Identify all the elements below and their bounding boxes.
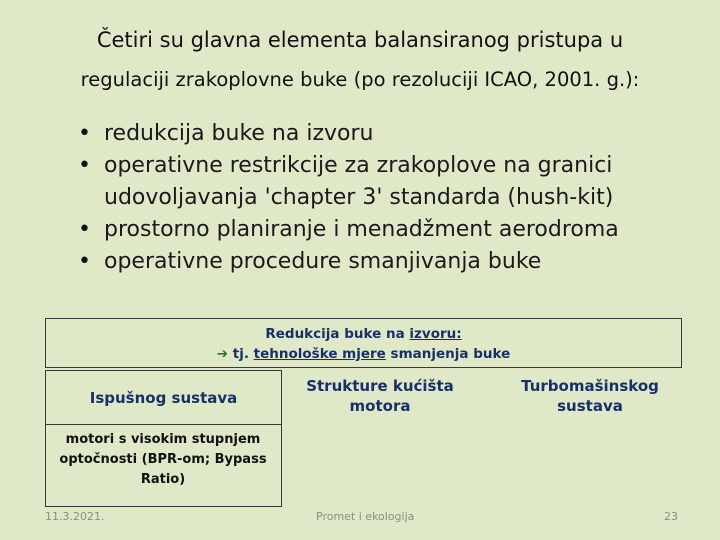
technical-measures-link[interactable]: tehnološke mjere [253,346,386,362]
technical-measures-line [46,346,681,362]
exhaust-system-box [45,370,282,507]
noise-source-box [45,318,682,368]
footer-title: Promet i ekologija [316,510,415,523]
slide-title-line1: Četiri su glavna elementa balansiranog pristupa u [96,28,624,52]
box-divider [46,424,281,425]
line2-prefix: tj. [228,346,254,362]
engine-housing-label: Strukture kućišta motora [306,377,454,415]
exhaust-system-desc: motori s visokim stupnjem optočnosti (BPR-om; Bypass Ratio) [59,432,267,487]
source-link[interactable]: izvoru: [409,326,462,342]
bullet-item: • operativne procedure smanjivanja buke [78,246,698,278]
page-number: 23 [664,510,678,523]
footer-date: 11.3.2021. [45,510,105,523]
bullet-list [78,118,698,278]
turbomachinery-label: Turbomašinskog sustava [521,377,659,415]
arrow-icon: ➔ [216,346,229,362]
bullet-item: • prostorno planiranje i menadžment aerodroma [78,214,698,246]
slide-title-line2: regulaciji zrakoplovne buke (po rezoluciji ICAO, 2001. g.): [80,68,640,91]
noise-source-heading [46,326,681,342]
line2-suffix: smanjenja buke [385,346,511,362]
exhaust-system-title: Ispušnog sustava [89,389,238,407]
bullet-item: • operativne restrikcije za zrakoplove na granici udovoljavanja 'chapter 3' standarda (hush-kit) [78,150,698,214]
heading-prefix: Redukcija buke na [265,326,410,342]
bullet-item: • redukcija buke na izvoru [78,118,698,150]
